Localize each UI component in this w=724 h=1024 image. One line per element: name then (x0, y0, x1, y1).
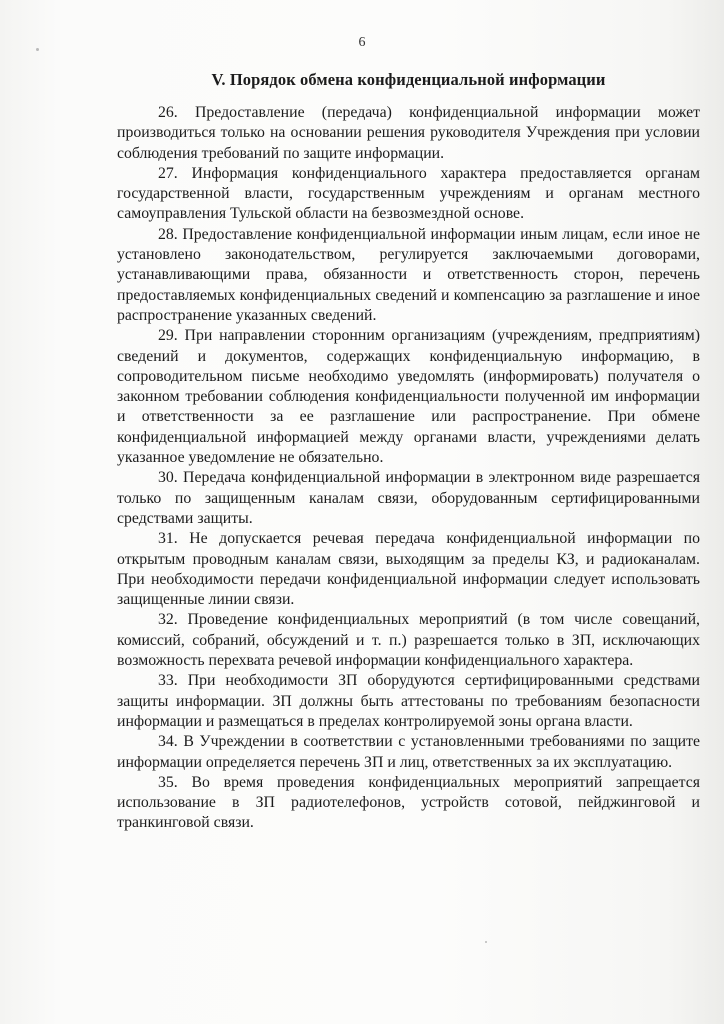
paragraph-35: 35. Во время проведения конфиденциальных мероприятий запрещается использование в ЗП радиотелефонов, устройств сотовой, пейджинговой и транкинговой связи. (117, 773, 700, 832)
scan-speck (485, 941, 487, 943)
paragraph-32: 32. Проведение конфиденциальных мероприятий (в том числе совещаний, комиссий, собраний, обсуждений и т. п.) разрешается только в ЗП, исключающих возможность перехвата речевой информации конфиденциального характера. (117, 611, 700, 670)
paragraph-31: 31. Не допускается речевая передача конфиденциальной информации по открытым проводным каналам связи, выходящим за пределы КЗ, и радиоканалам. При необходимости передачи конфиденциальной информации следует использовать защищенные линии связи. (117, 530, 700, 609)
section-title: V. Порядок обмена конфиденциальной информации (211, 70, 606, 89)
paragraph-34: 34. В Учреждении в соответствии с установленными требованиями по защите информации определяется перечень ЗП и лиц, ответственных за их эксплуатацию. (117, 733, 700, 771)
paragraph-33: 33. При необходимости ЗП оборудуются сертифицированными средствами защиты информации. ЗП должны быть аттестованы по требованиям безопасности информации и размещаться в пределах контролируемой зоны органа власти. (117, 672, 700, 730)
paragraph-26: 26. Предоставление (передача) конфиденциальной информации может производиться только на основании решения руководителя Учреждения при условии соблюдения требований по защите информации. (117, 104, 700, 162)
paragraph-30: 30. Передача конфиденциальной информации в электронном виде разрешается только по защищенным каналам связи, оборудованным сертифицированными средствами защиты. (117, 469, 700, 527)
page-number: 6 (358, 35, 366, 50)
paragraph-28: 28. Предоставление конфиденциальной информации иным лицам, если иное не установлено законодательством, регулируется заключаемыми договорами, устанавливающими права, обязанности и ответственность сторон, перечень предоставляемых конфиденциальных сведений и компенсацию за разглашение и иное распространение указанных сведений. (117, 225, 700, 324)
paragraph-27: 27. Информация конфиденциального характера предоставляется органам государственной власти, государственным учреждениям и органам местного самоуправления Тульской области на безвозмездной основе. (117, 164, 700, 223)
document-body (117, 103, 700, 834)
paragraph-29: 29. При направлении сторонним организациям (учреждениям, предприятиям) сведений и документов, содержащих конфиденциальную информацию, в сопроводительном письме необходимо уведомлять (информировать) получателя о законном требовании соблюдения конфиденциальности полученной им информации и ответственности за ее разглашение или распространение. При обмене конфиденциальной информацией между органами власти, учреждениями делать указанное уведомление не обязательно. (117, 327, 700, 467)
